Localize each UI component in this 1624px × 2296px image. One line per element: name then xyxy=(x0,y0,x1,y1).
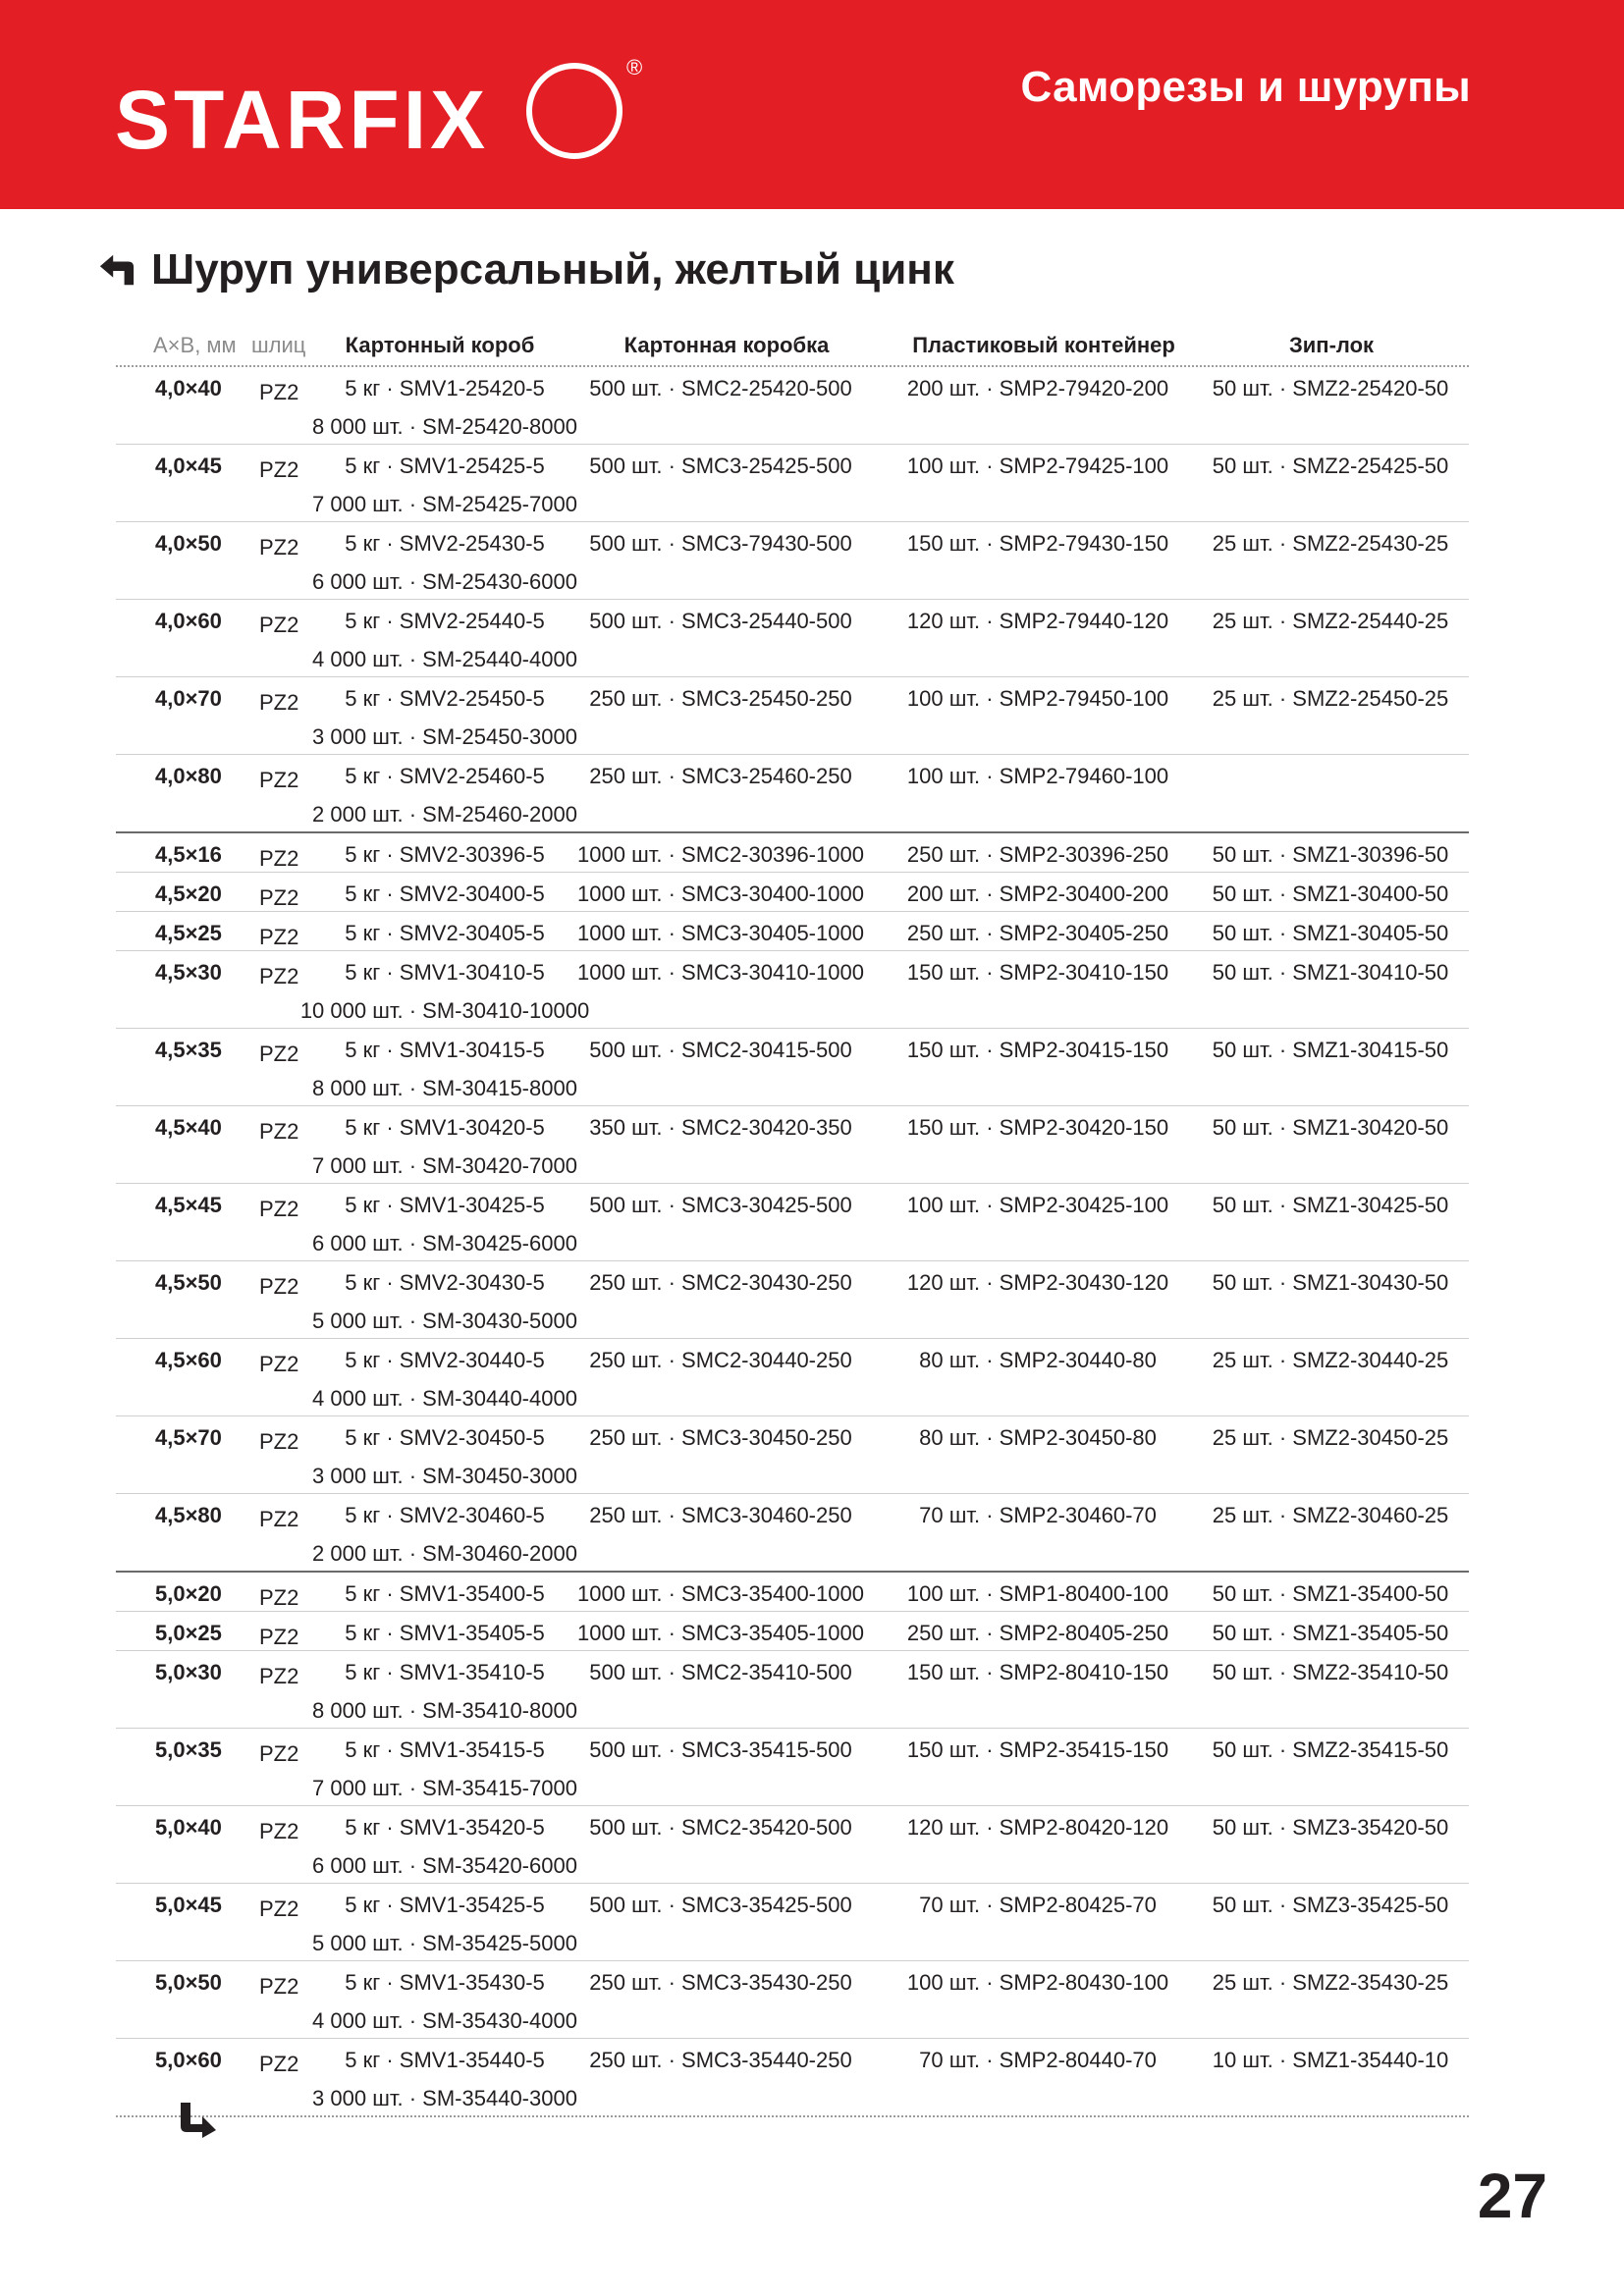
box-pieces-cell: 2 000 шт. · SM-25460-2000 xyxy=(312,802,577,827)
plastic-cell: 100 шт. · SMP1-80400-100 xyxy=(906,1581,1169,1606)
box-pieces-cell: 8 000 шт. · SM-30415-8000 xyxy=(312,1076,577,1100)
table-row xyxy=(116,1612,1469,1651)
table-row xyxy=(116,1261,1469,1339)
box-cell: 5 кг · SMV1-35410-5 xyxy=(345,1660,545,1684)
plastic-cell: 250 шт. · SMP2-80405-250 xyxy=(906,1621,1169,1645)
plastic-cell: 150 шт. · SMP2-30415-150 xyxy=(906,1038,1169,1062)
carton-cell: 1000 шт. · SMC3-30405-1000 xyxy=(577,921,864,945)
zip-cell: 25 шт. · SMZ2-30450-25 xyxy=(1212,1425,1449,1450)
box-pieces-cell: 3 000 шт. · SM-25450-3000 xyxy=(312,724,577,749)
box-pieces-cell: 4 000 шт. · SM-35430-4000 xyxy=(312,2008,577,2033)
box-cell: 5 кг · SMV1-25420-5 xyxy=(345,376,545,400)
return-arrow-icon xyxy=(98,251,135,289)
box-pieces-cell: 3 000 шт. · SM-35440-3000 xyxy=(312,2086,577,2110)
table-header xyxy=(116,332,1469,367)
table-row xyxy=(116,1961,1469,2039)
slot-cell: PZ2 xyxy=(259,1352,299,1376)
size-cell: 4,0×60 xyxy=(155,609,222,633)
box-pieces-cell: 10 000 шт. · SM-30410-10000 xyxy=(299,998,590,1023)
box-pieces-cell: 3 000 шт. · SM-30450-3000 xyxy=(312,1464,577,1488)
table-row xyxy=(116,833,1469,873)
size-cell: 4,5×20 xyxy=(155,881,222,906)
box-cell: 5 кг · SMV2-25440-5 xyxy=(345,609,545,633)
box-cell: 5 кг · SMV1-30415-5 xyxy=(345,1038,545,1062)
slot-cell: PZ2 xyxy=(259,690,299,715)
box-cell: 5 кг · SMV1-35405-5 xyxy=(345,1621,545,1645)
zip-cell: 10 шт. · SMZ1-35440-10 xyxy=(1212,2048,1449,2072)
carton-cell: 1000 шт. · SMC2-30396-1000 xyxy=(577,842,864,867)
table-row xyxy=(116,1339,1469,1416)
plastic-cell: 250 шт. · SMP2-30396-250 xyxy=(906,842,1169,867)
slot-cell: PZ2 xyxy=(259,1197,299,1221)
plastic-cell: 100 шт. · SMP2-30425-100 xyxy=(906,1193,1169,1217)
table-row xyxy=(116,2039,1469,2115)
size-cell: 4,0×45 xyxy=(155,454,222,478)
box-cell: 5 кг · SMV1-35415-5 xyxy=(345,1737,545,1762)
product-table xyxy=(116,332,1469,2117)
zip-cell: 50 шт. · SMZ2-25425-50 xyxy=(1212,454,1449,478)
box-cell: 5 кг · SMV2-30396-5 xyxy=(345,842,545,867)
table-row xyxy=(116,1573,1469,1612)
slot-cell: PZ2 xyxy=(259,1974,299,1999)
box-pieces-cell: 6 000 шт. · SM-25430-6000 xyxy=(312,569,577,594)
size-cell: 5,0×35 xyxy=(155,1737,222,1762)
zip-cell: 25 шт. · SMZ2-25430-25 xyxy=(1212,531,1449,556)
zip-cell: 50 шт. · SMZ2-35415-50 xyxy=(1212,1737,1449,1762)
plastic-cell: 150 шт. · SMP2-30420-150 xyxy=(906,1115,1169,1140)
zip-cell: 50 шт. · SMZ1-30396-50 xyxy=(1212,842,1449,867)
size-cell: 4,5×60 xyxy=(155,1348,222,1372)
slot-cell: PZ2 xyxy=(259,1741,299,1766)
box-cell: 5 кг · SMV1-25425-5 xyxy=(345,454,545,478)
size-group xyxy=(116,367,1469,833)
slot-cell: PZ2 xyxy=(259,846,299,871)
box-cell: 5 кг · SMV2-30405-5 xyxy=(345,921,545,945)
size-cell: 5,0×25 xyxy=(155,1621,222,1645)
plastic-cell: 80 шт. · SMP2-30440-80 xyxy=(919,1348,1157,1372)
plastic-cell: 120 шт. · SMP2-30430-120 xyxy=(906,1270,1169,1295)
plastic-cell: 150 шт. · SMP2-35415-150 xyxy=(906,1737,1169,1762)
size-cell: 5,0×40 xyxy=(155,1815,222,1840)
carton-cell: 500 шт. · SMC3-79430-500 xyxy=(589,531,852,556)
slot-cell: PZ2 xyxy=(259,1585,299,1610)
zip-cell: 25 шт. · SMZ2-25450-25 xyxy=(1212,686,1449,711)
box-cell: 5 кг · SMV1-30420-5 xyxy=(345,1115,545,1140)
table-row xyxy=(116,1729,1469,1806)
size-cell: 4,5×40 xyxy=(155,1115,222,1140)
box-cell: 5 кг · SMV2-30430-5 xyxy=(345,1270,545,1295)
size-cell: 4,5×30 xyxy=(155,960,222,985)
carton-cell: 500 шт. · SMC3-30425-500 xyxy=(589,1193,852,1217)
slot-cell: PZ2 xyxy=(259,613,299,637)
plastic-cell: 120 шт. · SMP2-79440-120 xyxy=(906,609,1169,633)
zip-cell: 25 шт. · SMZ2-35430-25 xyxy=(1212,1970,1449,1995)
plastic-cell: 100 шт. · SMP2-79425-100 xyxy=(906,454,1169,478)
size-cell: 5,0×20 xyxy=(155,1581,222,1606)
carton-cell: 250 шт. · SMC3-35440-250 xyxy=(589,2048,852,2072)
size-cell: 5,0×45 xyxy=(155,1893,222,1917)
zip-cell: 50 шт. · SMZ1-35400-50 xyxy=(1212,1581,1449,1606)
column-carton: Картонная коробка xyxy=(623,333,830,357)
box-pieces-cell: 8 000 шт. · SM-25420-8000 xyxy=(312,414,577,439)
slot-cell: PZ2 xyxy=(259,1664,299,1688)
table-row xyxy=(116,1806,1469,1884)
continue-arrow-icon xyxy=(179,2101,218,2140)
slot-cell: PZ2 xyxy=(259,1896,299,1921)
box-pieces-cell: 4 000 шт. · SM-25440-4000 xyxy=(312,647,577,671)
box-cell: 5 кг · SMV1-35440-5 xyxy=(345,2048,545,2072)
zip-cell: 50 шт. · SMZ1-30405-50 xyxy=(1212,921,1449,945)
carton-cell: 500 шт. · SMC2-25420-500 xyxy=(589,376,852,400)
plastic-cell: 80 шт. · SMP2-30450-80 xyxy=(919,1425,1157,1450)
size-cell: 4,5×25 xyxy=(155,921,222,945)
carton-cell: 250 шт. · SMC3-30460-250 xyxy=(589,1503,852,1527)
box-pieces-cell: 7 000 шт. · SM-35415-7000 xyxy=(312,1776,577,1800)
zip-cell: 50 шт. · SMZ3-35420-50 xyxy=(1212,1815,1449,1840)
starfix-logo xyxy=(113,47,643,175)
carton-cell: 500 шт. · SMC2-35420-500 xyxy=(589,1815,852,1840)
plastic-cell: 70 шт. · SMP2-80425-70 xyxy=(919,1893,1157,1917)
zip-cell: 25 шт. · SMZ2-30460-25 xyxy=(1212,1503,1449,1527)
column-zip: Зип-лок xyxy=(1288,333,1375,357)
carton-cell: 500 шт. · SMC3-25440-500 xyxy=(589,609,852,633)
plastic-cell: 100 шт. · SMP2-80430-100 xyxy=(906,1970,1169,1995)
table-row xyxy=(116,677,1469,755)
box-cell: 5 кг · SMV2-30450-5 xyxy=(345,1425,545,1450)
zip-cell: 50 шт. · SMZ3-35425-50 xyxy=(1212,1893,1449,1917)
box-pieces-cell: 4 000 шт. · SM-30440-4000 xyxy=(312,1386,577,1411)
table-row xyxy=(116,873,1469,912)
box-cell: 5 кг · SMV2-30440-5 xyxy=(345,1348,545,1372)
carton-cell: 250 шт. · SMC3-25450-250 xyxy=(589,686,852,711)
box-cell: 5 кг · SMV2-25430-5 xyxy=(345,531,545,556)
box-cell: 5 кг · SMV2-30460-5 xyxy=(345,1503,545,1527)
plastic-cell: 150 шт. · SMP2-30410-150 xyxy=(906,960,1169,985)
carton-cell: 1000 шт. · SMC3-35405-1000 xyxy=(577,1621,864,1645)
table-row xyxy=(116,1029,1469,1106)
size-cell: 4,5×80 xyxy=(155,1503,222,1527)
box-cell: 5 кг · SMV1-30425-5 xyxy=(345,1193,545,1217)
carton-cell: 500 шт. · SMC2-30415-500 xyxy=(589,1038,852,1062)
size-cell: 4,5×50 xyxy=(155,1270,222,1295)
slot-cell: PZ2 xyxy=(259,1119,299,1144)
size-cell: 5,0×60 xyxy=(155,2048,222,2072)
carton-cell: 250 шт. · SMC3-35430-250 xyxy=(589,1970,852,1995)
box-pieces-cell: 8 000 шт. · SM-35410-8000 xyxy=(312,1698,577,1723)
carton-cell: 250 шт. · SMC3-30450-250 xyxy=(589,1425,852,1450)
zip-cell: 50 шт. · SMZ1-30415-50 xyxy=(1212,1038,1449,1062)
table-body xyxy=(116,367,1469,2117)
box-cell: 5 кг · SMV2-25460-5 xyxy=(345,764,545,788)
carton-cell: 500 шт. · SMC3-25425-500 xyxy=(589,454,852,478)
table-row xyxy=(116,1416,1469,1494)
plastic-cell: 100 шт. · SMP2-79460-100 xyxy=(906,764,1169,788)
box-cell: 5 кг · SMV1-30410-5 xyxy=(345,960,545,985)
slot-cell: PZ2 xyxy=(259,1819,299,1843)
box-cell: 5 кг · SMV2-25450-5 xyxy=(345,686,545,711)
slot-cell: PZ2 xyxy=(259,964,299,988)
registered-mark: ® xyxy=(626,55,643,80)
table-row xyxy=(116,951,1469,1029)
table-row xyxy=(116,1184,1469,1261)
plastic-cell: 200 шт. · SMP2-79420-200 xyxy=(906,376,1169,400)
size-cell: 4,0×80 xyxy=(155,764,222,788)
slot-cell: PZ2 xyxy=(259,768,299,792)
box-pieces-cell: 6 000 шт. · SM-30425-6000 xyxy=(312,1231,577,1255)
plastic-cell: 70 шт. · SMP2-80440-70 xyxy=(919,2048,1157,2072)
box-pieces-cell: 6 000 шт. · SM-35420-6000 xyxy=(312,1853,577,1878)
carton-cell: 350 шт. · SMC2-30420-350 xyxy=(589,1115,852,1140)
zip-cell: 50 шт. · SMZ1-30410-50 xyxy=(1212,960,1449,985)
brand-wordmark: STARFIX xyxy=(115,74,490,166)
size-cell: 5,0×50 xyxy=(155,1970,222,1995)
table-row xyxy=(116,600,1469,677)
size-cell: 4,5×45 xyxy=(155,1193,222,1217)
zip-cell: 50 шт. · SMZ1-30400-50 xyxy=(1212,881,1449,906)
plastic-cell: 120 шт. · SMP2-80420-120 xyxy=(906,1815,1169,1840)
box-pieces-cell: 7 000 шт. · SM-30420-7000 xyxy=(312,1153,577,1178)
column-box: Картонный короб xyxy=(345,333,535,357)
box-cell: 5 кг · SMV1-35425-5 xyxy=(345,1893,545,1917)
box-pieces-cell: 2 000 шт. · SM-30460-2000 xyxy=(312,1541,577,1566)
title-row xyxy=(98,240,954,299)
slot-cell: PZ2 xyxy=(259,1429,299,1454)
zip-cell: 50 шт. · SMZ1-30420-50 xyxy=(1212,1115,1449,1140)
zip-cell: 50 шт. · SMZ2-25420-50 xyxy=(1212,376,1449,400)
table-row xyxy=(116,1494,1469,1571)
page-title: Шуруп универсальный, желтый цинк xyxy=(151,245,954,294)
zip-cell: 50 шт. · SMZ1-35405-50 xyxy=(1212,1621,1449,1645)
zip-cell: 25 шт. · SMZ2-30440-25 xyxy=(1212,1348,1449,1372)
plastic-cell: 150 шт. · SMP2-79430-150 xyxy=(906,531,1169,556)
size-cell: 4,0×40 xyxy=(155,376,222,400)
carton-cell: 500 шт. · SMC2-35410-500 xyxy=(589,1660,852,1684)
slot-cell: PZ2 xyxy=(259,1041,299,1066)
zip-cell: 50 шт. · SMZ1-30425-50 xyxy=(1212,1193,1449,1217)
carton-cell: 1000 шт. · SMC3-35400-1000 xyxy=(577,1581,864,1606)
size-cell: 4,5×35 xyxy=(155,1038,222,1062)
box-pieces-cell: 5 000 шт. · SM-30430-5000 xyxy=(312,1308,577,1333)
column-size: A×B, мм xyxy=(153,333,237,357)
slot-cell: PZ2 xyxy=(259,1507,299,1531)
carton-cell: 250 шт. · SMC2-30430-250 xyxy=(589,1270,852,1295)
slot-cell: PZ2 xyxy=(259,457,299,482)
carton-cell: 250 шт. · SMC3-25460-250 xyxy=(589,764,852,788)
section-title: Саморезы и шурупы xyxy=(1020,63,1471,111)
slot-cell: PZ2 xyxy=(259,535,299,560)
box-cell: 5 кг · SMV1-35430-5 xyxy=(345,1970,545,1995)
page-number: 27 xyxy=(1477,2161,1547,2231)
carton-cell: 500 шт. · SMC3-35425-500 xyxy=(589,1893,852,1917)
zip-cell: 50 шт. · SMZ1-30430-50 xyxy=(1212,1270,1449,1295)
carton-cell: 250 шт. · SMC2-30440-250 xyxy=(589,1348,852,1372)
table-row xyxy=(116,1651,1469,1729)
size-cell: 5,0×30 xyxy=(155,1660,222,1684)
column-slot: шлиц xyxy=(251,333,306,357)
slot-cell: PZ2 xyxy=(259,1274,299,1299)
table-row xyxy=(116,1106,1469,1184)
size-group xyxy=(116,1573,1469,2117)
slot-cell: PZ2 xyxy=(259,1625,299,1649)
table-row xyxy=(116,522,1469,600)
column-plastic: Пластиковый контейнер xyxy=(912,333,1175,357)
size-cell: 4,0×70 xyxy=(155,686,222,711)
slot-cell: PZ2 xyxy=(259,925,299,949)
slot-cell: PZ2 xyxy=(259,885,299,910)
zip-cell: 25 шт. · SMZ2-25440-25 xyxy=(1212,609,1449,633)
slot-cell: PZ2 xyxy=(259,2052,299,2076)
plastic-cell: 250 шт. · SMP2-30405-250 xyxy=(906,921,1169,945)
table-row xyxy=(116,912,1469,951)
size-group xyxy=(116,833,1469,1573)
box-pieces-cell: 7 000 шт. · SM-25425-7000 xyxy=(312,492,577,516)
plastic-cell: 150 шт. · SMP2-80410-150 xyxy=(906,1660,1169,1684)
box-pieces-cell: 5 000 шт. · SM-35425-5000 xyxy=(312,1931,577,1955)
box-cell: 5 кг · SMV2-30400-5 xyxy=(345,881,545,906)
table-row xyxy=(116,755,1469,831)
plastic-cell: 100 шт. · SMP2-79450-100 xyxy=(906,686,1169,711)
slot-cell: PZ2 xyxy=(259,380,299,404)
box-cell: 5 кг · SMV1-35420-5 xyxy=(345,1815,545,1840)
page-header xyxy=(0,0,1624,209)
box-cell: 5 кг · SMV1-35400-5 xyxy=(345,1581,545,1606)
carton-cell: 500 шт. · SMC3-35415-500 xyxy=(589,1737,852,1762)
size-cell: 4,0×50 xyxy=(155,531,222,556)
plastic-cell: 70 шт. · SMP2-30460-70 xyxy=(919,1503,1157,1527)
table-row xyxy=(116,1884,1469,1961)
table-row xyxy=(116,445,1469,522)
size-cell: 4,5×16 xyxy=(155,842,222,867)
carton-cell: 1000 шт. · SMC3-30400-1000 xyxy=(577,881,864,906)
zip-cell: 50 шт. · SMZ2-35410-50 xyxy=(1212,1660,1449,1684)
table-row xyxy=(116,367,1469,445)
size-cell: 4,5×70 xyxy=(155,1425,222,1450)
carton-cell: 1000 шт. · SMC3-30410-1000 xyxy=(577,960,864,985)
plastic-cell: 200 шт. · SMP2-30400-200 xyxy=(906,881,1169,906)
